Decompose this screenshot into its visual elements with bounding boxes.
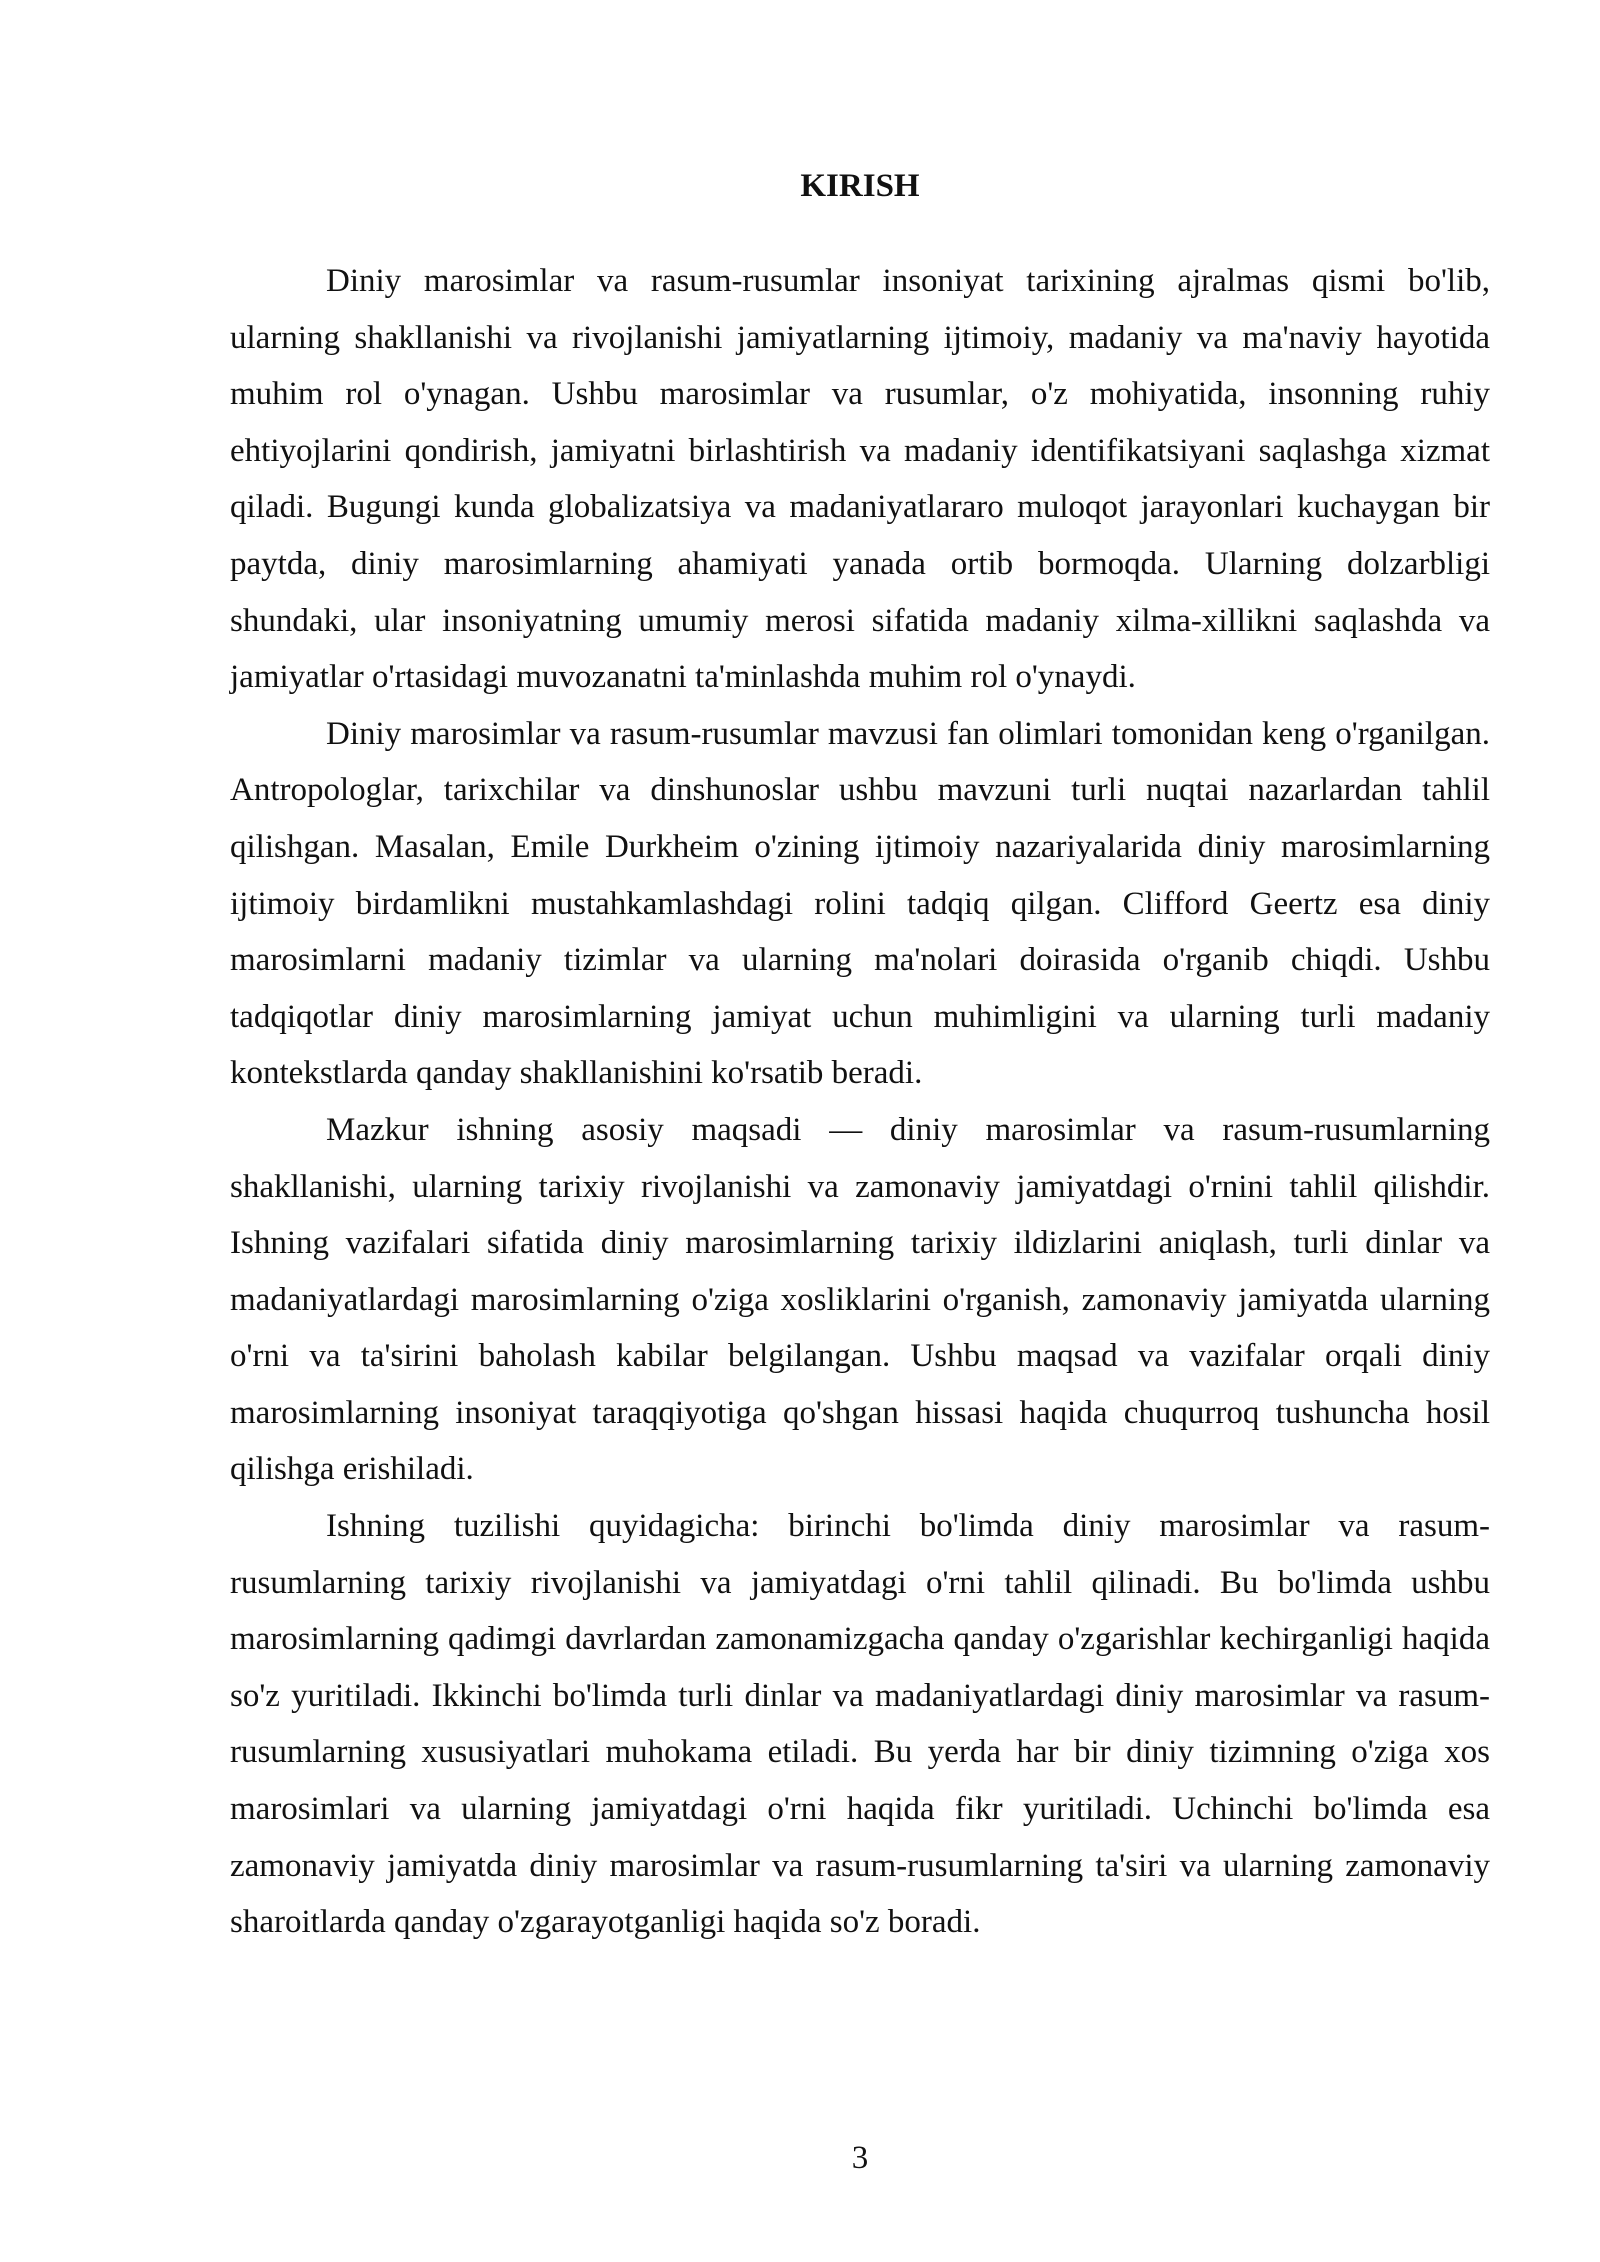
paragraph-2: Diniy marosimlar va rasum-rusumlar mavzusi fan olimlari tomonidan keng o'rganilgan. Antropologlar, tarixchilar va dinshunoslar ushbu mavzuni turli nuqtai nazarlardan tahlil qilishgan. Masalan, Emile Durkheim o'zining ijtimoiy nazariyalarida diniy marosimlarning ijtimoiy birdamlikni mustahkamlashdagi rolini tadqiq qilgan. Clifford Geertz esa diniy marosimlarni madaniy tizimlar va ularning ma'nolari doirasida o'rganib chiqdi. Ushbu tadqiqotlar diniy marosimlarning jamiyat uchun muhimligini va ularning turli madaniy kontekstlarda qanday shakllanishini ko'rsatib beradi. xyxy=(230,715,1490,1092)
page-number: 3 xyxy=(851,2140,869,2176)
body-text xyxy=(230,253,1490,1951)
paragraph-1: Diniy marosimlar va rasum-rusumlar insoniyat tarixining ajralmas qismi bo'lib, ularning shakllanishi va rivojlanishi jamiyatlarning ijtimoiy, madaniy va ma'naviy hayotida muhim rol o'ynagan. Ushbu marosimlar va rusumlar, o'z mohiyatida, insonning ruhiy ehtiyojlarini qondirish, jamiyatni birlashtirish va madaniy identifikatsiyani saqlashga xizmat qiladi. Bugungi kunda globalizatsiya va madaniyatlararo muloqot jarayonlari kuchaygan bir paytda, diniy marosimlarning ahamiyati yanada ortib bormoqda. Ularning dolzarbligi shundaki, ular insoniyatning umumiy merosi sifatida madaniy xilma-xillikni saqlashda va jamiyatlar o'rtasidagi muvozanatni ta'minlashda muhim rol o'ynaydi. xyxy=(230,263,1490,696)
paragraph-3: Mazkur ishning asosiy maqsadi — diniy marosimlar va rasum-rusumlarning shakllanishi, ularning tarixiy rivojlanishi va zamonaviy jamiyatdagi o'rnini tahlil qilishdir. Ishning vazifalari sifatida diniy marosimlarning tarixiy ildizlarini aniqlash, turli dinlar va madaniyatlardagi marosimlarning o'ziga xosliklarini o'rganish, zamonaviy jamiyatda ularning o'rni va ta'sirini baholash kabilar belgilangan. Ushbu maqsad va vazifalar orqali diniy marosimlarning insoniyat taraqqiyotiga qo'shgan hissasi haqida chuqurroq tushuncha hosil qilishga erishiladi. xyxy=(230,1111,1490,1488)
paragraph-4: Ishning tuzilishi quyidagicha: birinchi bo'limda diniy marosimlar va rasum-rusumlarning tarixiy rivojlanishi va jamiyatdagi o'rni tahlil qilinadi. Bu bo'limda ushbu marosimlarning qadimgi davrlardan zamonamizgacha qanday o'zgarishlar kechirganligi haqida so'z yuritiladi. Ikkinchi bo'limda turli dinlar va madaniyatlardagi diniy marosimlar va rasum-rusumlarning xususiyatlari muhokama etiladi. Bu yerda har bir diniy tizimning o'ziga xos marosimlari va ularning jamiyatdagi o'rni haqida fikr yuritiladi. Uchinchi bo'limda esa zamonaviy jamiyatda diniy marosimlar va rasum-rusumlarning ta'siri va ularning zamonaviy sharoitlarda qanday o'zgarayotganligi haqida so'z boradi. xyxy=(230,1508,1490,1941)
section-title: KIRISH xyxy=(800,168,920,204)
